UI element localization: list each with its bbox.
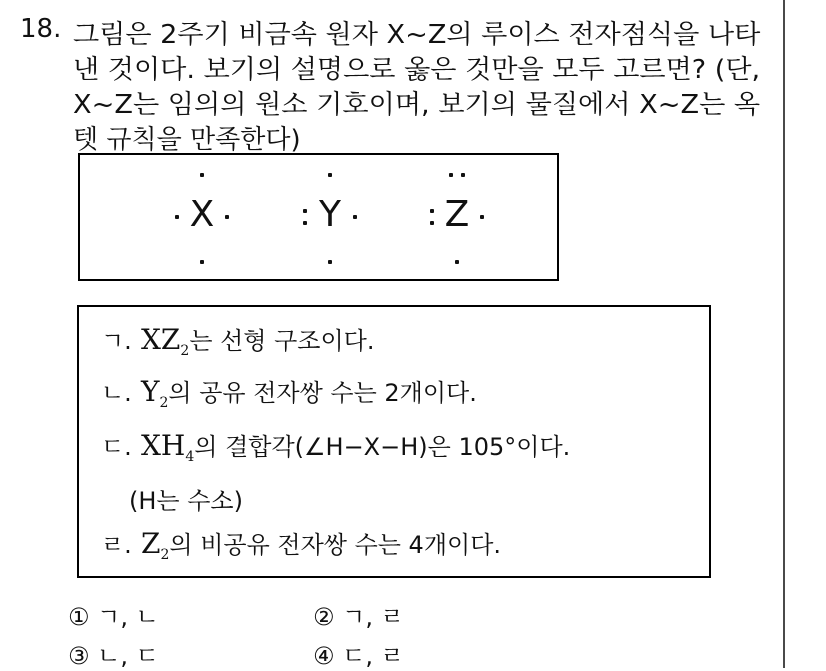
question-line-3: X~Z는 임의의 원소 기호이며, 보기의 물질에서 X~Z는 옥 <box>73 90 761 120</box>
choice-text: ㄱ, ㄹ <box>342 603 404 631</box>
electron-dot <box>328 260 332 264</box>
chemical-formula: $XH_4$ <box>141 429 195 465</box>
atom-symbol: X <box>189 194 215 235</box>
statement-text: (H는 수소) <box>129 487 243 515</box>
question-line-1: 그림은 2주기 비금속 원자 X~Z의 루이스 전자점식을 나타 <box>73 20 761 50</box>
answer-choice-3[interactable] <box>68 636 159 671</box>
choice-number: ② <box>313 603 335 631</box>
answer-choice-4[interactable] <box>313 636 404 671</box>
chemical-formula: $XZ_2$ <box>141 323 190 359</box>
choice-number: ① <box>68 603 90 631</box>
choice-text: ㄴ, ㄷ <box>97 642 159 670</box>
electron-dot <box>303 209 307 213</box>
statement-text: 의 결합각(∠H−X−H)은 105°이다. <box>194 433 571 461</box>
statement-giyeok <box>101 321 375 359</box>
statement-label: ㄹ. <box>101 531 132 559</box>
electron-dot <box>430 221 434 225</box>
statement-label: ㄱ. <box>101 327 132 355</box>
electron-dot <box>225 215 229 219</box>
answer-choice-2[interactable] <box>313 597 404 632</box>
chemical-formula: $Z_2$ <box>141 527 170 563</box>
choice-text: ㄱ, ㄴ <box>97 603 159 631</box>
statement-digeut <box>101 427 570 465</box>
electron-dot <box>449 173 453 177</box>
lewis-atom-x <box>157 155 247 283</box>
choice-number: ④ <box>313 642 335 670</box>
page-column-divider <box>783 0 785 668</box>
statement-text: 는 선형 구조이다. <box>189 327 375 355</box>
atom-symbol: Z <box>444 194 470 235</box>
electron-dot <box>480 215 484 219</box>
bogi-statements-box <box>77 305 711 578</box>
electron-dot <box>328 173 332 177</box>
statement-text: 의 공유 전자쌍 수는 2개이다. <box>168 379 477 407</box>
electron-dot <box>200 260 204 264</box>
electron-dot <box>353 215 357 219</box>
statement-nieun <box>101 373 477 411</box>
electron-dot <box>303 221 307 225</box>
electron-dot <box>455 260 459 264</box>
statement-rieul <box>101 525 501 563</box>
statement-label: ㄴ. <box>101 379 132 407</box>
lewis-atom-y <box>285 155 375 283</box>
electron-dot <box>175 215 179 219</box>
lewis-structure-figure <box>78 153 559 281</box>
atom-symbol: Y <box>319 194 341 235</box>
lewis-atom-z <box>412 155 502 283</box>
choice-text: ㄷ, ㄹ <box>342 642 404 670</box>
statement-label: ㄷ. <box>101 433 132 461</box>
question-line-2: 낸 것이다. 보기의 설명으로 옳은 것만을 모두 고르면? (단, <box>73 55 761 85</box>
electron-dot <box>430 209 434 213</box>
answer-choice-1[interactable] <box>68 597 159 632</box>
electron-dot <box>461 173 465 177</box>
question-number: 18. <box>20 14 62 44</box>
statement-digeut-note <box>129 481 243 516</box>
question-line-4: 텟 규칙을 만족한다) <box>73 125 301 155</box>
choice-number: ③ <box>68 642 90 670</box>
statement-text: 의 비공유 전자쌍 수는 4개이다. <box>169 531 502 559</box>
electron-dot <box>200 173 204 177</box>
chemical-formula: $Y_2$ <box>141 375 169 411</box>
